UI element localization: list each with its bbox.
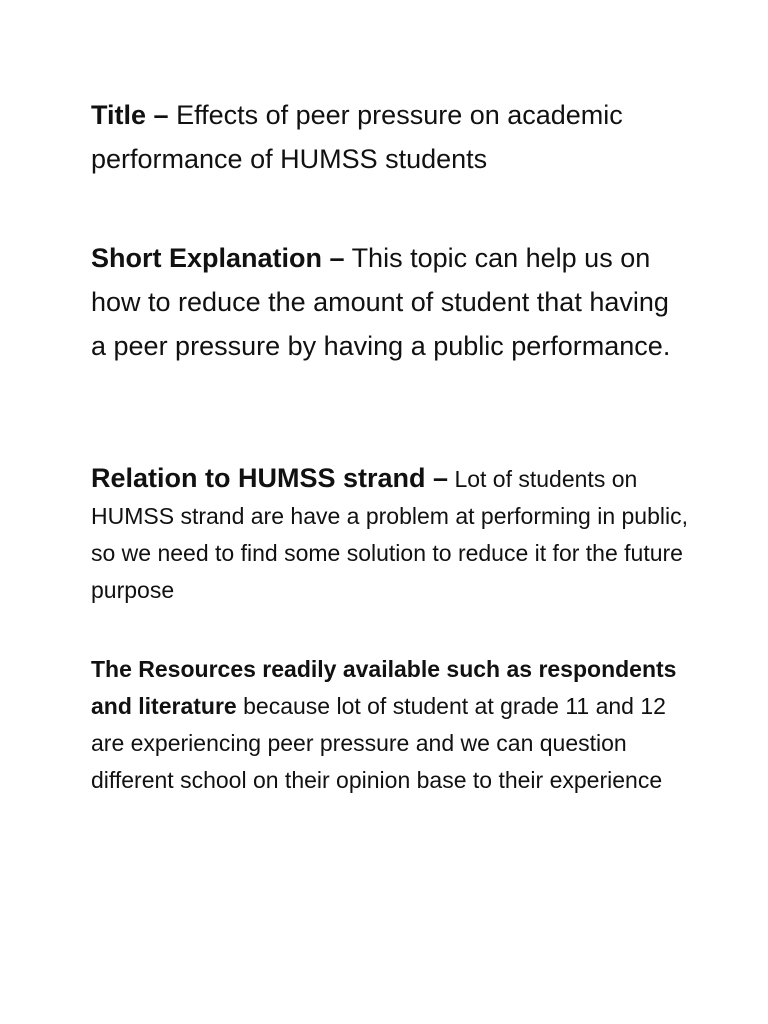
relation-paragraph [91,460,691,609]
title-paragraph [91,93,691,181]
short-explanation-label: Short Explanation – [91,243,345,273]
resources-label: The Resources readily available such as respondents and literature [91,656,677,719]
relation-text: Lot of students on HUMSS strand are have a problem at performing in public, so we need to find some solution to reduce it for the future purpose [91,466,689,603]
resources-paragraph [91,651,691,799]
resources-text: because lot of student at grade 11 and 12 are experiencing peer pressure and we can question different school on their opinion base to their experience [91,693,666,793]
title-text: Effects of peer pressure on academic performance of HUMSS students [91,100,623,174]
short-explanation-paragraph [91,236,691,368]
short-explanation-text: This topic can help us on how to reduce the amount of student that having a peer pressure by having a public performance. [91,243,671,361]
relation-label: Relation to HUMSS strand – [91,463,449,493]
title-label: Title – [91,100,169,130]
